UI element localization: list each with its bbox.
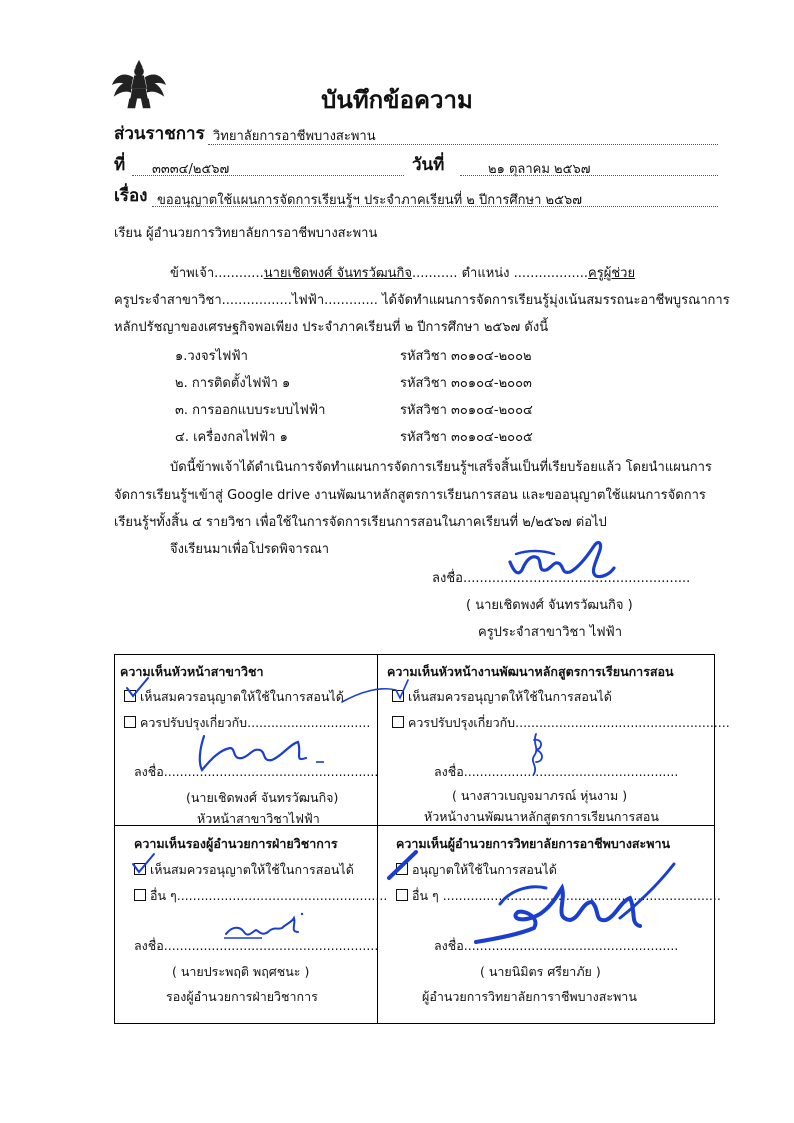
para2-line2: จัดการเรียนรู้ฯเข้าสู่ Google drive งานพัฒนาหลักสูตรการเรียนการสอน และขออนุญาตใช้แผนการจัดการ [114,488,706,503]
subject-label: เรื่อง [114,186,148,206]
para1-line2-a: ครูประจำสาขาวิชา................. [114,293,292,308]
course-code: รหัสวิชา ๓๐๑๐๔-๒๐๐๓ [400,376,532,391]
box3-sign-line: ลงชื่อ...................................................... [134,938,379,953]
box1-name: (นายเชิดพงศ์ จันทรวัฒนกิจ) [186,790,339,805]
author-dept: ไฟฟ้า [291,293,325,308]
box2-option-improve-label: ควรปรับปรุงเกี่ยวกับ...................................................... [408,715,730,730]
box2-heading: ความเห็นหัวหน้างานพัฒนาหลักสูตรการเรียนการสอน [387,664,674,679]
para1-line1-a: ข้าพเจ้า............ [170,266,264,281]
author-signature [498,532,618,584]
box1-heading: ความเห็นหัวหน้าสาขาวิชา [120,664,264,679]
box4-checkbox-other[interactable] [396,889,408,901]
box4-option-other-label: อื่น ๆ ...................................................................... [412,888,721,903]
page-title: บันทึกข้อความ [321,86,473,114]
box3-option-approve-label: เห็นสมควรอนุญาตให้ใช้ในการสอนได้ [150,862,354,877]
box4-option-approve-label: อนุญาตให้ใช้ในการสอนได้ [412,862,557,877]
box4-name: ( นายนิมิตร ศรียาภัย ) [480,964,601,979]
para2-line1: บัดนี้ข้าพเจ้าได้ดำเนินการจัดทำแผนการจัดการเรียนรู้ฯเสร็จสิ้นเป็นที่เรียบร้อยแล้ว โดยนำแผนการ [170,460,712,475]
box3-checkmark [130,850,160,876]
course-name: ๓. การออกแบบระบบไฟฟ้า [175,403,326,418]
box2-option-approve[interactable] [392,687,612,707]
para1-line2-b: ............. ได้จัดทำแผนการจัดการเรียนรู้มุ่งเน้นสมรรถนะอาชีพบูรณาการ [324,293,730,308]
course-name: ๑.วงจรไฟฟ้า [175,349,248,364]
box3-option-other-label: อื่น ๆ..................................................... [150,888,388,903]
grid-right-border [714,654,715,1024]
doc-no-underline [132,175,404,176]
box4-sign-line: ลงชื่อ...................................................... [434,938,679,953]
box4-position: ผู้อำนวยการวิทยาลัยการาชีพบางสะพาน [422,989,637,1004]
box1-sign-line: ลงชื่อ...................................................... [134,764,379,779]
box2-checkbox-improve[interactable] [392,716,404,728]
para1-line3: หลักปรัชญาของเศรษฐกิจพอเพียง ประจำภาคเรียนที่ ๒ ปีการศึกษา ๒๕๖๗ ดังนี้ [114,320,549,335]
subject-value: ขออนุญาตใช้แผนการจัดการเรียนรู้ฯ ประจำภาคเรียนที่ ๒ ปีการศึกษา ๒๕๖๗ [157,193,582,208]
closing-line: จึงเรียนมาเพื่อโปรดพิจารณา [170,542,330,557]
date-underline [460,175,718,176]
dept-underline [208,144,718,145]
date-label: วันที่ [412,155,445,175]
box1-option-approve-label: เห็นสมควรอนุญาตให้ใช้ในการสอนได้ [140,689,344,704]
dept-value: วิทยาลัยการอาชีพบางสะพาน [213,129,376,144]
course-name: ๒. การติดตั้งไฟฟ้า ๑ [175,376,291,391]
box2-position: หัวหน้างานพัฒนาหลักสูตรการเรียนการสอน [424,809,659,824]
box1-option-improve-label: ควรปรับปรุงเกี่ยวกับ............................... [140,715,371,730]
date-value: ๒๑ ตุลาคม ๒๕๖๗ [488,162,591,177]
box3-name: ( นายประพฤติ พฤศชนะ ) [172,964,310,979]
box1-position: หัวหน้าสาขาวิชาไฟฟ้า [197,811,320,826]
grid-bottom-border [114,1023,715,1024]
para1-line1 [170,262,635,283]
course-code: รหัสวิชา ๓๐๑๐๔-๒๐๐๔ [400,403,533,418]
box2-checkmark [340,676,410,706]
para1-line1-b: ........... ตำแหน่ง .................. [412,266,589,281]
box1-checkmark [124,676,164,700]
box4-signature [470,858,690,950]
box2-signature [522,730,552,780]
dept-label: ส่วนราชการ [114,124,205,144]
box4-checkmark [386,848,426,882]
box3-checkbox-other[interactable] [134,889,146,901]
course-name: ๔. เครื่องกลไฟฟ้า ๑ [175,430,288,445]
author-name: นายเชิดพงศ์ จันทรวัฒนกิจ [263,266,413,281]
course-code: รหัสวิชา ๓๐๑๐๔-๒๐๐๒ [400,349,532,364]
to-line: เรียน ผู้อำนวยการวิทยาลัยการอาชีพบางสะพาน [114,226,378,241]
author-position: ครูผู้ช่วย [588,266,636,281]
box2-option-improve[interactable] [392,713,730,733]
box2-name: ( นางสาวเบญจมาภรณ์ หุ่นงาม ) [452,788,628,803]
box3-option-approve[interactable] [134,860,354,880]
box3-heading: ความเห็นรองผู้อำนวยการฝ่ายวิชาการ [134,836,338,851]
box4-heading: ความเห็นผู้อำนวยการวิทยาลัยการอาชีพบางสะพาน [396,836,671,851]
box3-signature [222,910,312,944]
box2-sign-line: ลงชื่อ...................................................... [434,764,679,779]
para2-line3: เรียนรู้ฯทั้งสิ้น ๔ รายวิชา เพื่อใช้ในการจัดการเรียนการสอนในภาคเรียนที่ ๒/๒๕๖๗ ต่อไป [114,515,607,530]
box2-option-approve-label: เห็นสมควรอนุญาตให้ใช้ในการสอนได้ [408,689,612,704]
box1-signature [190,728,340,778]
box3-position: รองผู้อำนวยการฝ่ายวิชาการ [166,989,318,1004]
author-sign-line: ลงชื่อ....................................................... [432,571,691,586]
grid-left-border [114,654,115,1024]
box3-option-other[interactable] [134,886,387,906]
grid-center-divider [377,654,378,1024]
doc-no-value: ๓๓๓๔/๒๕๖๗ [152,162,230,177]
author-sign-position: ครูประจำสาขาวิชา ไฟฟ้า [478,625,623,640]
grid-top-border [114,654,715,655]
course-code: รหัสวิชา ๓๐๑๐๔-๒๐๐๕ [400,430,533,445]
author-sign-name: ( นายเชิดพงศ์ จันทรวัฒนกิจ ) [466,598,633,613]
box1-checkbox-improve[interactable] [124,716,136,728]
subject-underline [152,206,718,207]
doc-no-label: ที่ [114,155,126,175]
para1-line2 [114,289,730,310]
